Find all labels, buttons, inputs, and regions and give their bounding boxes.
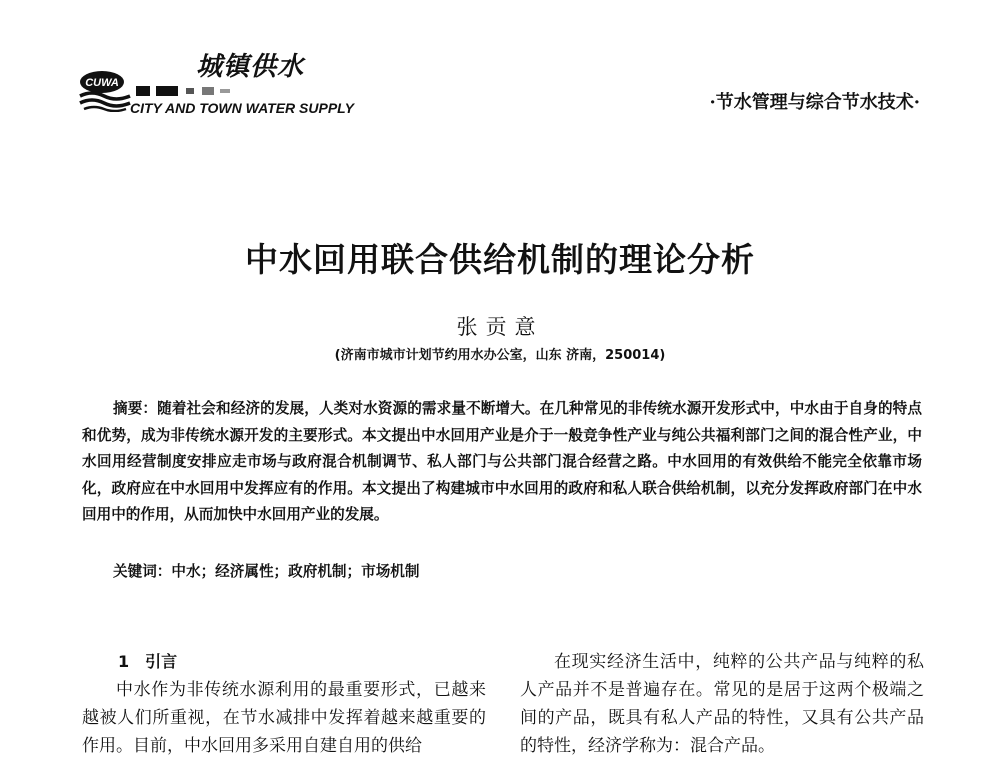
right-column-paragraph: 在现实经济生活中，纯粹的公共产品与纯粹的私人产品并不是普遍存在。常见的是居于这两个极端之间的产品，既具有私人产品的特性，又具有公共产品的特性，经济学称为：混合产品。	[520, 652, 924, 756]
journal-name-cn: 城镇供水	[196, 52, 305, 82]
article-title: 中水回用联合供给机制的理论分析	[245, 240, 755, 279]
article-author: 张贡意	[456, 315, 544, 339]
body-column-left	[82, 648, 486, 760]
journal-masthead	[78, 46, 408, 126]
section-heading-introduction: 1 引言	[118, 652, 178, 671]
keywords-label: 关键词：	[113, 563, 172, 580]
logo-text: CUWA	[85, 77, 119, 89]
abstract-label: 摘要：	[113, 400, 158, 417]
body-column-right	[520, 648, 924, 760]
logo-bar-icon	[136, 84, 246, 98]
section-tag: ·节水管理与综合节水技术·	[709, 92, 920, 113]
author-affiliation: (济南市城市计划节约用水办公室，山东 济南，250014)	[334, 348, 666, 363]
cuwa-logo-icon	[78, 68, 132, 112]
keywords	[113, 560, 420, 581]
abstract-text: 随着社会和经济的发展，人类对水资源的需求量不断增大。在几种常见的非传统水源开发形式中，中水由于自身的特点和优势，成为非传统水源开发的主要形式。本文提出中水回用产业是介于一般竞争性产业与纯公共福利部门之间的混合性产业，中水回用经营制度安排应走市场与政府混合机制调节、私人部门与公共部门混合经营之路。中水回用的有效供给不能完全依靠市场化，政府应在中水回用中发挥应有的作用。本文提出了构建城市中水回用的政府和私人联合供给机制，以充分发挥政府部门在中水回用中的作用，从而加快中水回用产业的发展。	[82, 400, 922, 524]
journal-name-en: CITY AND TOWN WATER SUPPLY	[130, 100, 355, 116]
keywords-text: 中水；经济属性；政府机制；市场机制	[171, 563, 420, 580]
left-column-paragraph: 中水作为非传统水源利用的最重要形式，已越来越被人们所重视，在节水减排中发挥着越来越重要的作用。目前，中水回用多采用自建自用的供给	[82, 680, 486, 756]
abstract	[82, 396, 922, 529]
